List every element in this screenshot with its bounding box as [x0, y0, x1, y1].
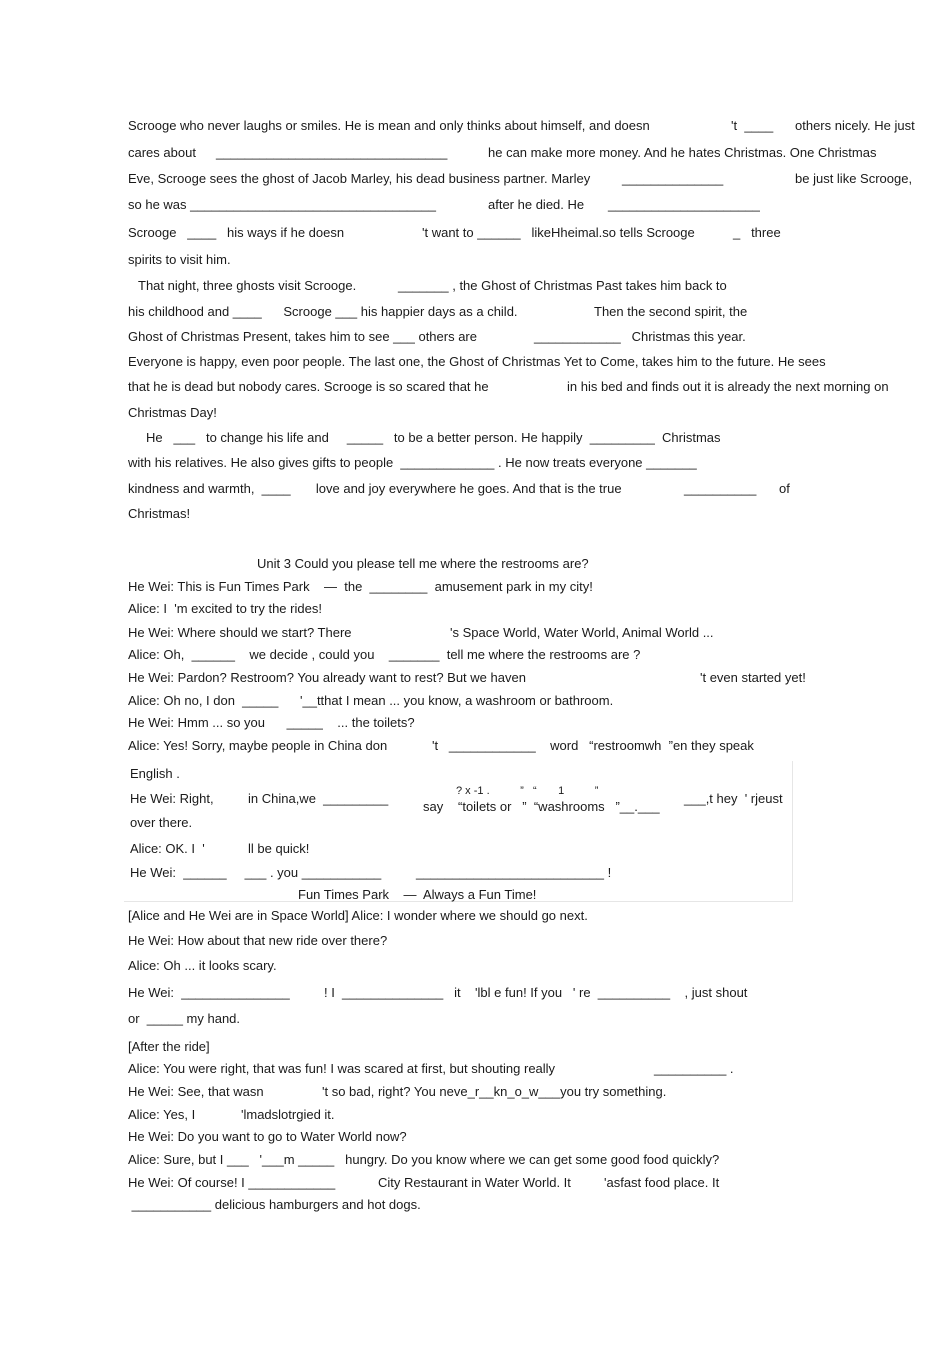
- section-title: Unit 3 Could you please tell me where the restrooms are?: [257, 556, 589, 571]
- dialogue-line: He Wei: See, that wasn: [128, 1084, 264, 1099]
- dialogue-line: ___,t hey ' rjeust: [684, 791, 783, 806]
- dialogue-line: or _____ my hand.: [128, 1011, 241, 1026]
- dialogue-line: ll be quick!: [248, 841, 310, 856]
- text-line: after he died. He: [488, 197, 585, 212]
- dialogue-line: __________ .: [654, 1061, 734, 1076]
- dialogue-line: 'lmadslotrgied it.: [241, 1107, 335, 1122]
- dialogue-line: 'asfast food place. It: [604, 1175, 720, 1190]
- text-line: Scrooge ____ his ways if he doesn: [128, 225, 345, 240]
- text-line: That night, three ghosts visit Scrooge.: [138, 278, 357, 293]
- dialogue-line: ! I ______________ it 'lbl e fun! If you ' re __________ , just shout: [324, 985, 748, 1000]
- dialogue-line: 't so bad, right? You neve_r__kn_o_w___you try something.: [322, 1084, 667, 1099]
- text-line: Then the second spirit, the: [594, 304, 748, 319]
- text-line: Scrooge who never laughs or smiles. He is mean and only thinks about himself, and doesn: [128, 118, 650, 133]
- text-line: ________________________________: [216, 145, 448, 160]
- text-line: that he is dead but nobody cares. Scrooge is so scared that he: [128, 379, 489, 394]
- text-line: Christmas Day!: [128, 405, 217, 420]
- dialogue-line: 't even started yet!: [700, 670, 806, 685]
- dialogue-line: [Alice and He Wei are in Space World] Alice: I wonder where we should go next.: [128, 908, 588, 923]
- dialogue-line: Alice: Yes! Sorry, maybe people in China don: [128, 738, 388, 753]
- dialogue-line: Alice: OK. I ': [130, 841, 205, 856]
- dialogue-line: say: [423, 799, 444, 814]
- dialogue-line: English .: [130, 766, 180, 781]
- dialogue-line: Fun Times Park — Always a Fun Time!: [298, 887, 537, 902]
- dialogue-line: He Wei: Pardon? Restroom? You already want to rest? But we haven: [128, 670, 526, 685]
- dialogue-line: over there.: [130, 815, 193, 830]
- dialogue-line: Alice: I 'm excited to try the rides!: [128, 601, 322, 616]
- text-line: he can make more money. And he hates Christmas. One Christmas: [488, 145, 877, 160]
- text-line: He ___ to change his life and _____ to be a better person. He happily _________ Christmas: [146, 430, 721, 445]
- dialogue-line: City Restaurant in Water World. It: [378, 1175, 571, 1190]
- text-line: kindness and warmth, ____ love and joy everywhere he goes. And that is the true: [128, 481, 622, 496]
- text-line: cares about: [128, 145, 196, 160]
- text-line: so he was __________________________________: [128, 197, 436, 212]
- text-line: ______________: [622, 171, 724, 186]
- text-line: with his relatives. He also gives gifts to people _____________ . He now treats everyone _______: [128, 455, 697, 470]
- dialogue-line: Alice: Oh, ______ we decide , could you _______ tell me where the restrooms are ?: [128, 647, 641, 662]
- dialogue-line: He Wei: ______ ___ . you ___________: [130, 865, 382, 880]
- text-line: in his bed and finds out it is already the next morning on: [567, 379, 889, 394]
- dialogue-line: Alice: Sure, but I ___ '___m _____ hungry. Do you know where we can get some good food quickly?: [128, 1152, 720, 1167]
- text-line: Christmas!: [128, 506, 191, 521]
- text-line: _______ , the Ghost of Christmas Past takes him back to: [398, 278, 727, 293]
- dialogue-line: Alice: You were right, that was fun! I was scared at first, but shouting really: [128, 1061, 556, 1076]
- dialogue-line: He Wei: Do you want to go to Water World now?: [128, 1129, 407, 1144]
- text-line: __________: [684, 481, 757, 496]
- text-line: Ghost of Christmas Present, takes him to see ___ others are: [128, 329, 477, 344]
- dialogue-line: __________________________ !: [416, 865, 612, 880]
- dialogue-line: He Wei: How about that new ride over there?: [128, 933, 388, 948]
- text-line: Everyone is happy, even poor people. The last one, the Ghost of Christmas Yet to Come, takes him to the future. He sees: [128, 354, 826, 369]
- dialogue-line: [After the ride]: [128, 1039, 210, 1054]
- dialogue-line: He Wei: _______________: [128, 985, 290, 1000]
- text-line: _____________________: [608, 197, 760, 212]
- dialogue-line: He Wei: Where should we start? There: [128, 625, 352, 640]
- text-line: spirits to visit him.: [128, 252, 231, 267]
- dialogue-line: Alice: Oh no, I don _____ '__tthat I mean ... you know, a washroom or bathroom.: [128, 693, 614, 708]
- dialogue-line: He Wei: Right,: [130, 791, 214, 806]
- text-line: of: [779, 481, 790, 496]
- dialogue-line: in China,we _________: [248, 791, 389, 806]
- text-line: 't ____: [731, 118, 774, 133]
- text-line: his childhood and ____ Scrooge ___ his happier days as a child.: [128, 304, 518, 319]
- dialogue-line: 's Space World, Water World, Animal World ...: [450, 625, 714, 640]
- dialogue-line: He Wei: This is Fun Times Park — the ________ amusement park in my city!: [128, 579, 593, 594]
- dialogue-line: Alice: Yes, I: [128, 1107, 196, 1122]
- text-line: be just like Scrooge,: [795, 171, 913, 186]
- text-line: _ three: [733, 225, 781, 240]
- dialogue-line: ? x -1 . ” “ 1 ”: [456, 785, 599, 797]
- dialogue-line: He Wei: Of course! I ____________: [128, 1175, 336, 1190]
- text-line: ____________ Christmas this year.: [534, 329, 746, 344]
- dialogue-line: ___________ delicious hamburgers and hot dogs.: [128, 1197, 421, 1212]
- text-line: others nicely. He just: [795, 118, 915, 133]
- text-line: Eve, Scrooge sees the ghost of Jacob Marley, his dead business partner. Marley: [128, 171, 591, 186]
- dialogue-line: Alice: Oh ... it looks scary.: [128, 958, 277, 973]
- dialogue-line: 't ____________ word “restroomwh ”en they speak: [432, 738, 754, 753]
- dialogue-line: “toilets or ” “washrooms ”__.___: [458, 799, 660, 814]
- dialogue-line: He Wei: Hmm ... so you _____ ... the toilets?: [128, 715, 415, 730]
- text-line: 't want to ______ likeHheimal.so tells Scrooge: [422, 225, 695, 240]
